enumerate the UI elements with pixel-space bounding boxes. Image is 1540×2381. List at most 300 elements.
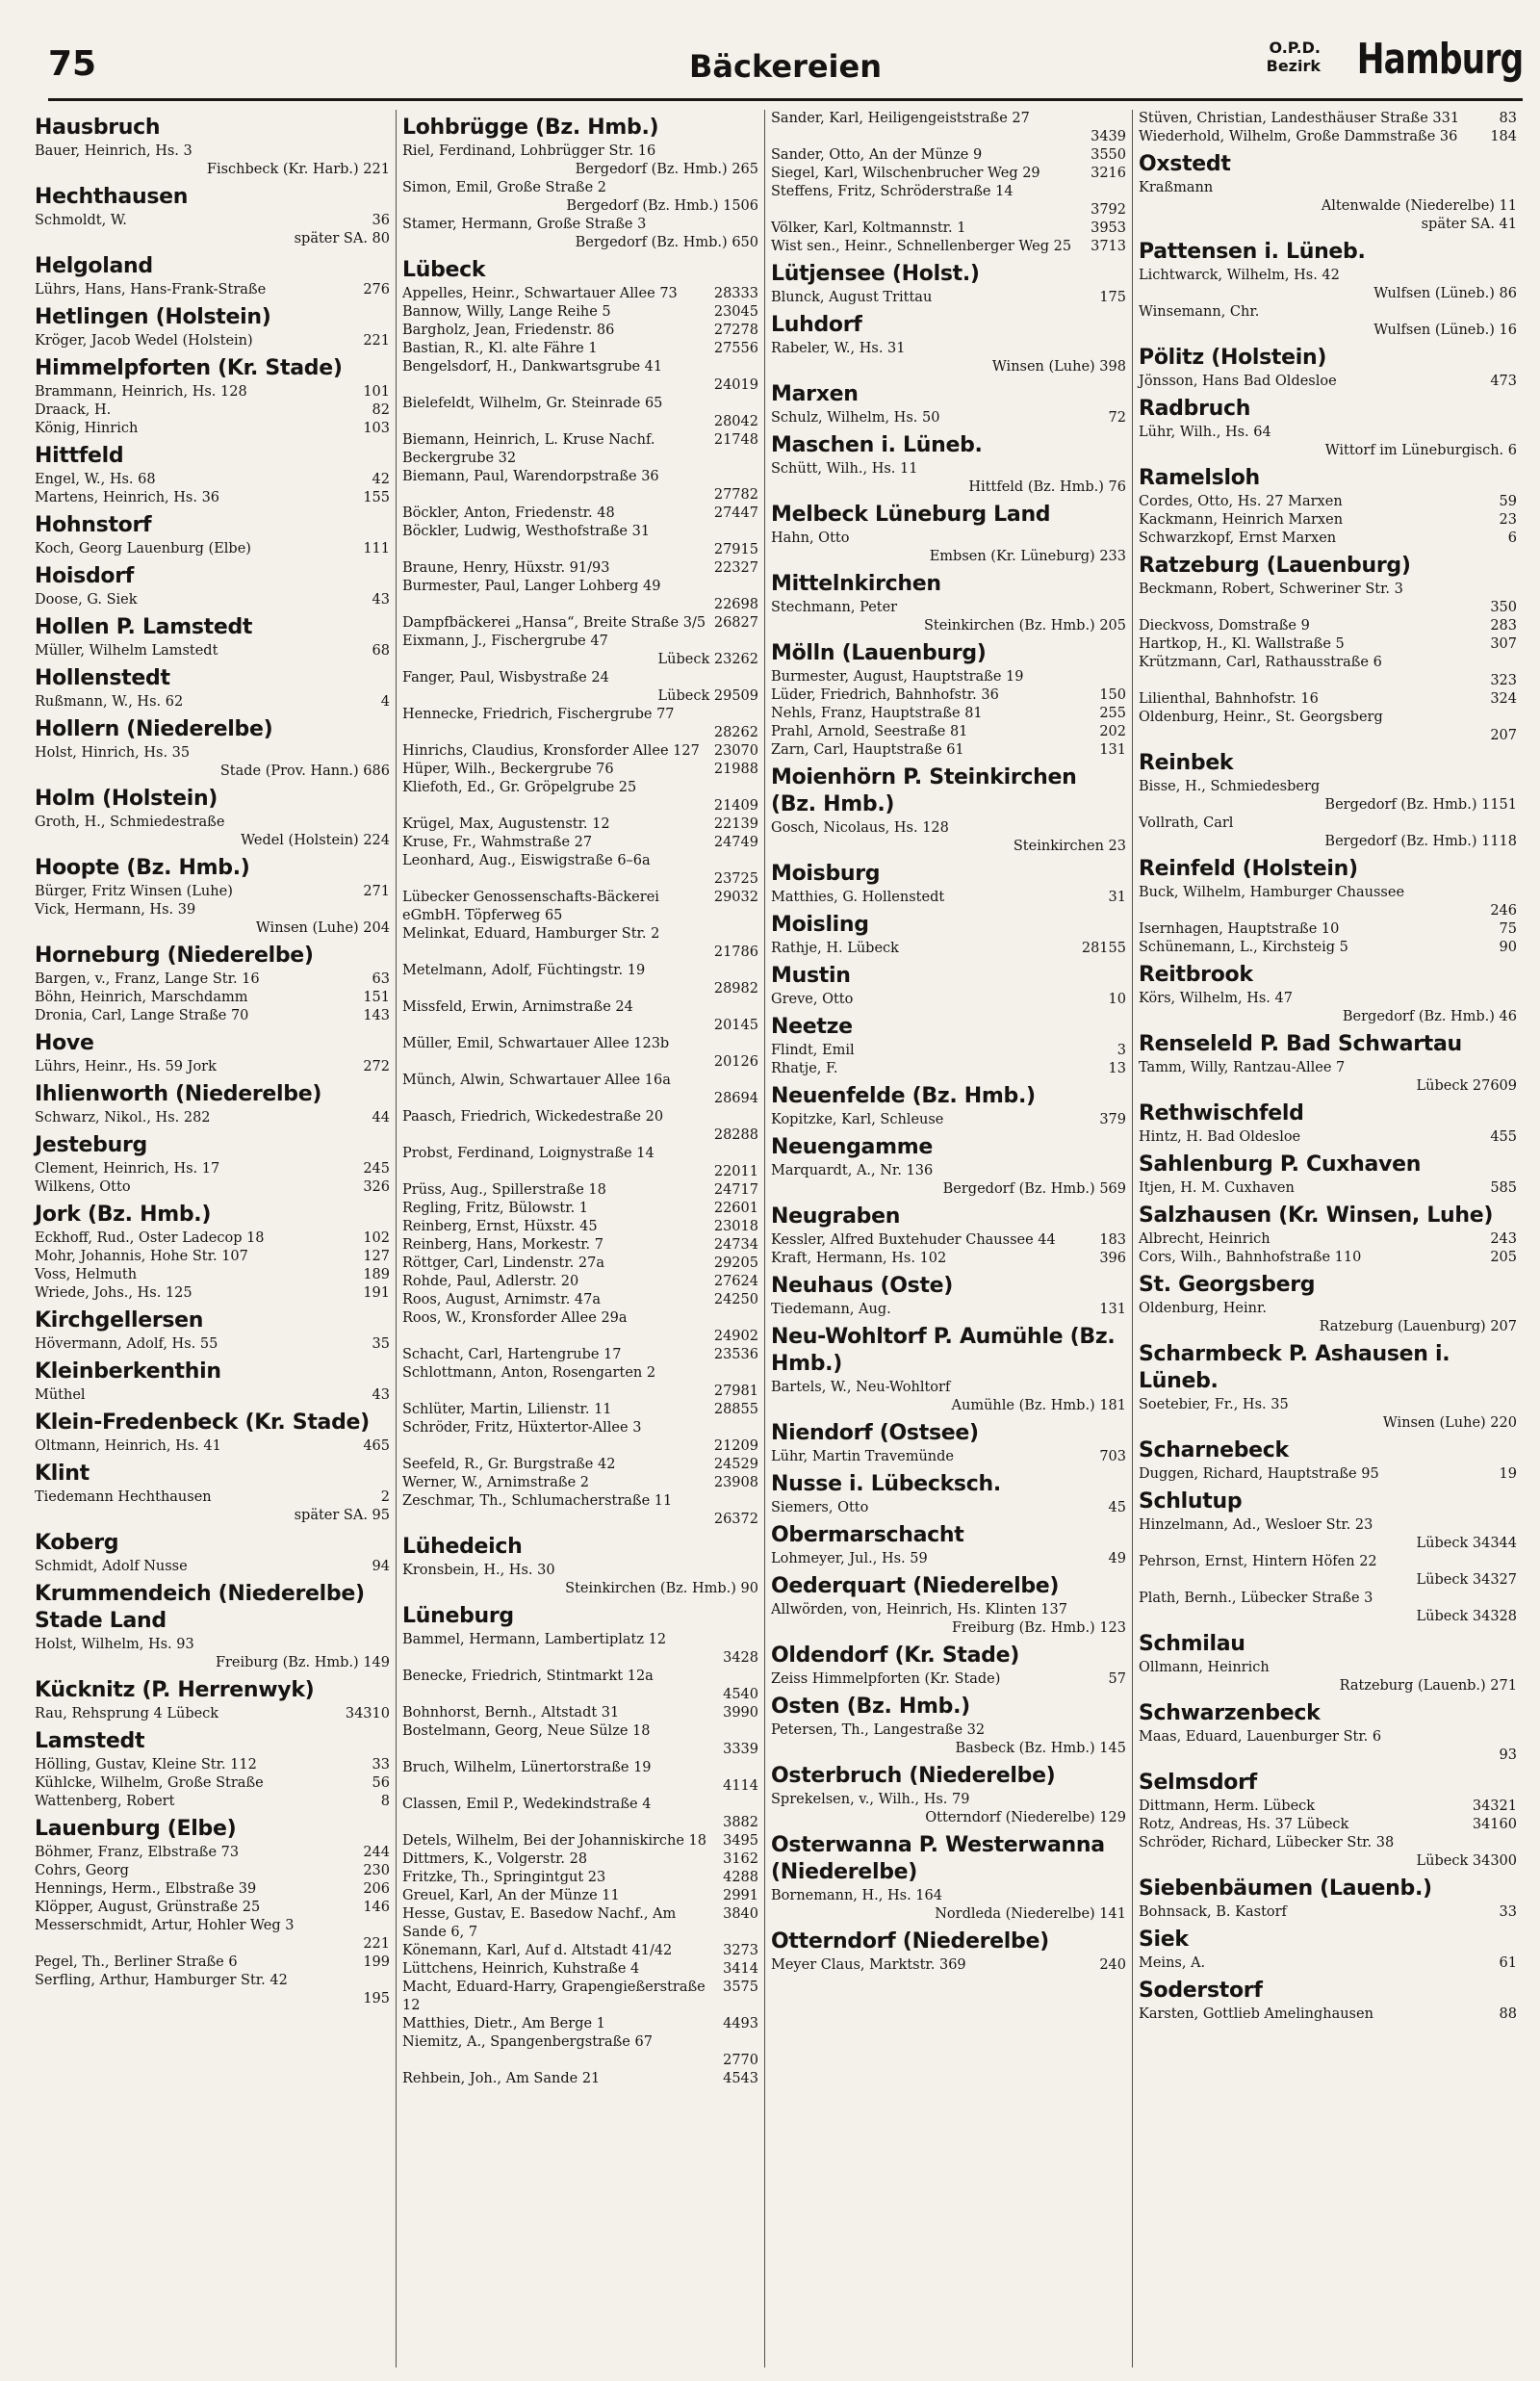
town-heading: Schwarzenbeck — [1139, 1701, 1321, 1725]
listing-name: Schlottmann, Anton, Rosengarten 2 — [402, 1365, 656, 1381]
listing-entry — [402, 1236, 758, 1255]
listing-name: Winsemann, Chr. — [1139, 304, 1260, 320]
town-heading: Ihlienworth (Niederelbe) — [35, 1082, 322, 1106]
town-heading: Moisburg — [771, 862, 881, 886]
listing-name: Körs, Wilhelm, Hs. 47 — [1139, 991, 1293, 1006]
listing-continuation: 3439 — [1091, 129, 1126, 144]
phone-number: 49 — [1108, 1551, 1126, 1566]
listing-entry — [35, 1488, 390, 1507]
listing-continuation: Lübeck 23262 — [657, 652, 758, 667]
listing-entry — [402, 1255, 758, 1273]
listing-name: Macht, Eduard-Harry, Grapengießerstraße 12 — [402, 1980, 706, 2013]
listing-entry — [402, 1704, 758, 1722]
phone-number: 44 — [372, 1110, 390, 1126]
listing-entry — [402, 834, 758, 852]
town-heading: Holm (Holstein) — [35, 787, 218, 811]
listing-continuation: Lübeck 34328 — [1416, 1609, 1517, 1624]
town-heading: Neetze — [771, 1015, 853, 1039]
listing-entry — [35, 1880, 390, 1899]
phone-number: 21988 — [713, 762, 758, 777]
listing-name: Rhatje, F. — [771, 1061, 838, 1076]
listing-continuation: 4114 — [723, 1778, 758, 1794]
phone-number: 24250 — [713, 1292, 758, 1307]
listing-entry — [35, 383, 390, 401]
bezirk-line: Bezirk — [1266, 57, 1321, 75]
listing-name: Dittmann, Herm. Lübeck — [1139, 1799, 1316, 1814]
listing-name: Kühlcke, Wilhelm, Große Straße — [35, 1775, 264, 1791]
listing-entry — [1139, 635, 1517, 654]
listing-continuation: Nordleda (Niederelbe) 141 — [935, 1906, 1126, 1922]
listing-name: Greve, Otto — [771, 992, 854, 1007]
town-heading: Osterbruch (Niederelbe) — [771, 1764, 1056, 1788]
town-heading: Horneburg (Niederelbe) — [35, 944, 314, 968]
listing-name: Sprekelsen, v., Wilh., Hs. 79 — [771, 1792, 970, 1807]
phone-number: 75 — [1499, 921, 1517, 937]
phone-number: 24749 — [713, 835, 758, 850]
listing-name: Benecke, Friedrich, Stintmarkt 12a — [402, 1669, 654, 1684]
phone-number: 3414 — [723, 1961, 758, 1977]
listing-entry — [35, 489, 390, 507]
listing-name: Mohr, Johannis, Hohe Str. 107 — [35, 1249, 248, 1264]
listing-entry — [771, 1162, 1126, 1180]
listing-name: Sander, Otto, An der Münze 9 — [771, 147, 983, 163]
listing-name: Biemann, Paul, Warendorpstraße 36 — [402, 469, 659, 484]
listing-name: Lüder, Friedrich, Bahnhofstr. 36 — [771, 687, 999, 703]
phone-number: 29032 — [713, 890, 758, 905]
listing-continuation: Freiburg (Bz. Hmb.) 149 — [215, 1655, 390, 1670]
phone-number: 3273 — [723, 1943, 758, 1958]
listing-name: Schütt, Wilh., Hs. 11 — [771, 461, 918, 477]
listing-entry — [35, 1109, 390, 1127]
town-heading: Hechthausen — [35, 185, 189, 209]
listing-continuation: Winsen (Luhe) 220 — [1382, 1415, 1517, 1431]
phone-number: 35 — [372, 1336, 390, 1352]
listing-continuation: Altenwalde (Niederelbe) 11 — [1321, 198, 1517, 214]
phone-number: 33 — [372, 1757, 390, 1773]
listing-entry — [771, 183, 1126, 201]
listing-entry — [771, 1448, 1126, 1466]
listing-entry — [35, 1636, 390, 1654]
phone-number: 3495 — [723, 1833, 758, 1849]
listing-entry — [402, 633, 758, 651]
listing-continuation: Bergedorf (Bz. Hmb.) 569 — [942, 1181, 1126, 1197]
listing-name: Biemann, Heinrich, L. Kruse Nachf. Beckergrube 32 — [402, 432, 655, 466]
phone-number: 3575 — [723, 1980, 758, 1995]
listing-name: Vollrath, Carl — [1139, 815, 1234, 831]
listing-entry — [402, 1474, 758, 1492]
phone-number: 143 — [363, 1008, 390, 1023]
listing-name: Hartkop, H., Kl. Wallstraße 5 — [1139, 636, 1345, 652]
phone-number: 283 — [1490, 618, 1517, 634]
phone-number: 28855 — [713, 1402, 758, 1417]
phone-number: 82 — [372, 402, 390, 418]
phone-number: 255 — [1099, 706, 1126, 721]
listing-continuation: 3428 — [723, 1650, 758, 1666]
listing-entry — [402, 1869, 758, 1887]
listing-continuation: später SA. 80 — [294, 231, 390, 246]
directory-columns — [29, 110, 1523, 2368]
town-heading: Oederquart (Niederelbe) — [771, 1574, 1060, 1598]
phone-number: 3216 — [1091, 166, 1126, 181]
listing-entry — [1139, 1728, 1517, 1747]
listing-entry — [402, 852, 758, 870]
phone-number: 585 — [1490, 1180, 1517, 1196]
listing-entry — [35, 142, 390, 161]
town-heading: Ratzeburg (Lauenburg) — [1139, 554, 1411, 578]
listing-entry — [1139, 581, 1517, 599]
phone-number: 33 — [1499, 1904, 1517, 1920]
listing-entry — [771, 1670, 1126, 1689]
phone-number: 23908 — [713, 1475, 758, 1490]
town-heading: Kirchgellersen — [35, 1308, 204, 1333]
listing-continuation: Wulfsen (Lüneb.) 86 — [1373, 286, 1517, 301]
listing-entry — [402, 1979, 758, 2015]
listing-entry — [771, 1887, 1126, 1905]
phone-number: 23 — [1499, 512, 1517, 528]
listing-continuation: Otterndorf (Niederelbe) 129 — [925, 1810, 1126, 1825]
listing-entry — [771, 165, 1126, 183]
listing-name: Vick, Hermann, Hs. 39 — [35, 902, 196, 918]
phone-number: 455 — [1490, 1129, 1517, 1145]
listing-entry — [1139, 1590, 1517, 1608]
phone-number: 191 — [363, 1285, 390, 1301]
listing-name: Holst, Wilhelm, Hs. 93 — [35, 1637, 194, 1652]
listing-entry — [1139, 884, 1517, 902]
listing-name: Krützmann, Carl, Rathausstraße 6 — [1139, 655, 1382, 670]
listing-entry — [1139, 690, 1517, 709]
town-heading: Hetlingen (Holstein) — [35, 305, 271, 329]
listing-entry — [402, 962, 758, 980]
listing-name: Rußmann, W., Hs. 62 — [35, 694, 184, 710]
listing-name: Müller, Emil, Schwartauer Allee 123b — [402, 1036, 670, 1051]
listing-entry — [1139, 709, 1517, 727]
listing-name: Fanger, Paul, Wisbystraße 24 — [402, 670, 609, 686]
listing-name: Detels, Wilhelm, Bei der Johanniskirche 18 — [402, 1833, 706, 1849]
listing-entry — [402, 889, 758, 925]
listing-name: Könemann, Karl, Auf d. Altstadt 41/42 — [402, 1943, 673, 1958]
phone-number: 326 — [363, 1179, 390, 1195]
listing-name: Schünemann, L., Kirchsteig 5 — [1139, 940, 1348, 955]
listing-name: Kliefoth, Ed., Gr. Gröpelgrube 25 — [402, 780, 637, 795]
listing-entry — [402, 1796, 758, 1814]
town-heading: Sahlenburg P. Cuxhaven — [1139, 1152, 1422, 1177]
phone-number: 111 — [363, 541, 390, 556]
listing-entry — [1139, 654, 1517, 672]
listing-entry — [771, 1111, 1126, 1129]
listing-entry — [402, 179, 758, 197]
town-heading: Otterndorf (Niederelbe) — [771, 1929, 1049, 1954]
listing-entry — [402, 1492, 758, 1511]
listing-entry — [35, 1160, 390, 1178]
listing-entry — [771, 289, 1126, 307]
phone-number: 36 — [372, 213, 390, 228]
listing-name: Steffens, Fritz, Schröderstraße 14 — [771, 184, 1014, 199]
phone-number: 21748 — [713, 432, 758, 448]
phone-number: 56 — [372, 1775, 390, 1791]
listing-name: Hintz, H. Bad Oldesloe — [1139, 1129, 1301, 1145]
listing-entry — [35, 1058, 390, 1076]
town-heading: Renseleld P. Bad Schwartau — [1139, 1032, 1462, 1056]
town-heading: Schlutup — [1139, 1489, 1243, 1514]
listing-entry — [35, 1917, 390, 1935]
listing-entry — [771, 1042, 1126, 1060]
listing-name: Siemers, Otto — [771, 1500, 869, 1515]
listing-entry — [1139, 1179, 1517, 1198]
listing-name: Wattenberg, Robert — [35, 1794, 175, 1809]
listing-entry — [35, 1284, 390, 1303]
listing-continuation: Freiburg (Bz. Hmb.) 123 — [951, 1620, 1126, 1636]
phone-number: 240 — [1099, 1957, 1126, 1973]
listing-name: Petersen, Th., Langestraße 32 — [771, 1722, 986, 1738]
listing-name: Müller, Wilhelm Lamstedt — [35, 643, 218, 659]
listing-continuation: 22011 — [713, 1164, 758, 1179]
column-4 — [1132, 110, 1523, 2368]
phone-number: 101 — [363, 384, 390, 400]
listing-name: Bauer, Heinrich, Hs. 3 — [35, 143, 192, 159]
town-heading: Schmilau — [1139, 1632, 1245, 1656]
phone-number: 155 — [363, 490, 390, 505]
listing-continuation: 27782 — [713, 487, 758, 503]
listing-continuation: 24902 — [713, 1329, 758, 1344]
listing-name: Roos, W., Kronsforder Allee 29a — [402, 1310, 628, 1326]
opd-label — [1267, 39, 1321, 75]
listing-name: Itjen, H. M. Cuxhaven — [1139, 1180, 1295, 1196]
listing-name: Schröder, Richard, Lübecker Str. 38 — [1139, 1835, 1395, 1850]
listing-entry — [771, 110, 1126, 128]
phone-number: 22601 — [713, 1201, 758, 1216]
phone-number: 473 — [1490, 374, 1517, 389]
listing-entry — [402, 523, 758, 541]
listing-name: Soetebier, Fr., Hs. 35 — [1139, 1397, 1289, 1412]
listing-entry — [771, 668, 1126, 686]
listing-entry — [402, 395, 758, 413]
phone-number: 3990 — [723, 1705, 758, 1721]
listing-entry — [402, 431, 758, 468]
town-heading: Krummendeich (Niederelbe) Stade Land — [35, 1582, 365, 1633]
listing-name: Matthies, Dietr., Am Berge 1 — [402, 2016, 605, 2032]
listing-name: Tiedemann, Aug. — [771, 1302, 891, 1317]
page-header — [48, 35, 1523, 101]
listing-name: Dieckvoss, Domstraße 9 — [1139, 618, 1310, 634]
listing-name: Lühr, Wilh., Hs. 64 — [1139, 425, 1271, 440]
listing-entry — [402, 303, 758, 322]
listing-continuation: 28288 — [713, 1127, 758, 1143]
listing-entry — [35, 1954, 390, 1972]
phone-number: 379 — [1099, 1112, 1126, 1127]
listing-continuation: 207 — [1490, 728, 1517, 743]
phone-number: 27278 — [713, 323, 758, 338]
listing-continuation: 20145 — [713, 1018, 758, 1033]
listing-entry — [771, 1499, 1126, 1517]
listing-entry — [402, 1668, 758, 1686]
listing-entry — [35, 401, 390, 420]
listing-entry — [35, 1248, 390, 1266]
listing-entry — [402, 1722, 758, 1741]
phone-number: 24734 — [713, 1237, 758, 1253]
listing-entry — [1139, 1516, 1517, 1535]
listing-name: Cohrs, Georg — [35, 1863, 129, 1878]
listing-entry — [771, 340, 1126, 358]
phone-number: 3953 — [1091, 220, 1126, 236]
listing-name: Oltmann, Heinrich, Hs. 41 — [35, 1438, 221, 1454]
town-heading: Ramelsloh — [1139, 466, 1260, 490]
town-heading: Hausbruch — [35, 116, 161, 140]
listing-continuation: 27981 — [713, 1384, 758, 1399]
listing-entry — [35, 1437, 390, 1456]
listing-entry — [1139, 493, 1517, 511]
phone-number: 94 — [372, 1559, 390, 1574]
listing-name: Lichtwarck, Wilhelm, Hs. 42 — [1139, 268, 1340, 283]
phone-number: 3162 — [723, 1851, 758, 1867]
listing-continuation: Fischbeck (Kr. Harb.) 221 — [206, 162, 390, 177]
listing-entry — [35, 1793, 390, 1811]
listing-entry — [402, 1562, 758, 1580]
listing-name: Böckler, Ludwig, Westhofstraße 31 — [402, 524, 651, 539]
listing-name: Lüttchens, Heinrich, Kuhstraße 4 — [402, 1961, 640, 1977]
listing-name: Bammel, Hermann, Lambertiplatz 12 — [402, 1632, 667, 1647]
listing-name: Paasch, Friedrich, Wickedestraße 20 — [402, 1109, 664, 1125]
listing-entry — [1139, 530, 1517, 548]
town-heading: Kücknitz (P. Herrenwyk) — [35, 1678, 315, 1702]
listing-entry — [402, 340, 758, 358]
listing-entry — [402, 761, 758, 779]
listing-name: Blunck, August Trittau — [771, 290, 933, 305]
listing-entry — [402, 1273, 758, 1291]
listing-entry — [402, 322, 758, 340]
town-heading: Reitbrook — [1139, 963, 1253, 987]
listing-name: Zeiss Himmelpforten (Kr. Stade) — [771, 1671, 1001, 1687]
listing-continuation: 21409 — [713, 798, 758, 814]
listing-continuation: Steinkirchen (Bz. Hmb.) 90 — [565, 1581, 758, 1596]
listing-entry — [402, 1419, 758, 1437]
listing-entry — [402, 2070, 758, 2088]
listing-name: Braune, Henry, Hüxstr. 91/93 — [402, 560, 610, 576]
listing-name: Hinrichs, Claudius, Kronsforder Allee 127 — [402, 743, 700, 759]
column-3 — [764, 110, 1132, 2368]
listing-entry — [35, 1558, 390, 1576]
phone-number: 24529 — [713, 1457, 758, 1472]
phone-number: 103 — [363, 421, 390, 436]
listing-name: Kraft, Hermann, Hs. 102 — [771, 1251, 947, 1266]
listing-entry — [35, 1007, 390, 1025]
town-heading: Scharmbeck P. Ashausen i. Lüneb. — [1139, 1342, 1450, 1393]
listing-name: Regling, Fritz, Bülowstr. 1 — [402, 1201, 589, 1216]
listing-entry — [1139, 778, 1517, 796]
phone-number: 271 — [363, 884, 390, 899]
listing-entry — [35, 1229, 390, 1248]
listing-name: Albrecht, Heinrich — [1139, 1231, 1270, 1247]
listing-name: Pehrson, Ernst, Hintern Höfen 22 — [1139, 1554, 1377, 1569]
listing-name: Rabeler, W., Hs. 31 — [771, 341, 906, 356]
listing-continuation: Lübeck 29509 — [657, 688, 758, 704]
listing-entry — [402, 779, 758, 797]
town-heading: Neuengamme — [771, 1135, 933, 1159]
listing-name: Allwörden, von, Heinrich, Hs. Klinten 137 — [771, 1602, 1067, 1618]
town-heading: Neuenfelde (Bz. Hmb.) — [771, 1084, 1036, 1108]
listing-entry — [402, 358, 758, 376]
listing-entry — [402, 1291, 758, 1309]
town-heading: Lütjensee (Holst.) — [771, 262, 980, 286]
phone-number: 13 — [1108, 1061, 1126, 1076]
listing-name: Zarn, Carl, Hauptstraße 61 — [771, 742, 964, 758]
listing-name: Engel, W., Hs. 68 — [35, 472, 156, 487]
listing-name: Siegel, Karl, Wilschenbrucher Weg 29 — [771, 166, 1040, 181]
town-heading: Scharnebeck — [1139, 1438, 1289, 1462]
phone-number: 24717 — [713, 1182, 758, 1198]
listing-entry — [771, 460, 1126, 479]
town-heading: Klein-Fredenbeck (Kr. Stade) — [35, 1410, 370, 1435]
listing-name: Schacht, Carl, Hartengrube 17 — [402, 1347, 622, 1362]
town-heading: Jork (Bz. Hmb.) — [35, 1203, 212, 1227]
town-heading: Selmsdorf — [1139, 1771, 1257, 1795]
phone-number: 28333 — [713, 286, 758, 301]
listing-name: Hövermann, Adolf, Hs. 55 — [35, 1336, 218, 1352]
phone-number: 206 — [363, 1881, 390, 1897]
phone-number: 45 — [1108, 1500, 1126, 1515]
phone-number: 244 — [363, 1845, 390, 1860]
listing-entry — [771, 1721, 1126, 1740]
listing-name: Isernhagen, Hauptstraße 10 — [1139, 921, 1340, 937]
town-heading: Helgoland — [35, 254, 153, 278]
listing-name: Bielefeldt, Wilhelm, Gr. Steinrade 65 — [402, 396, 663, 411]
listing-entry — [771, 1301, 1126, 1319]
page-number: 75 — [48, 44, 97, 84]
listing-entry — [35, 883, 390, 901]
phone-number: 29205 — [713, 1255, 758, 1271]
listing-continuation: 3792 — [1091, 202, 1126, 218]
listing-name: Wist sen., Heinr., Schnellenberger Weg 25 — [771, 239, 1072, 254]
phone-number: 68 — [372, 643, 390, 659]
listing-name: Dronia, Carl, Lange Straße 70 — [35, 1008, 249, 1023]
listing-name: Koch, Georg Lauenburg (Elbe) — [35, 541, 251, 556]
listing-name: Kronsbein, H., Hs. 30 — [402, 1563, 555, 1578]
town-heading: Pölitz (Holstein) — [1139, 346, 1327, 370]
listing-entry — [771, 819, 1126, 838]
listing-entry — [1139, 1396, 1517, 1414]
listing-name: Rehbein, Joh., Am Sande 21 — [402, 2071, 601, 2086]
listing-name: Bornemann, H., Hs. 164 — [771, 1888, 942, 1903]
listing-name: Prahl, Arnold, Seestraße 81 — [771, 724, 968, 739]
phone-number: 183 — [1099, 1232, 1126, 1248]
listing-name: Messerschmidt, Artur, Hohler Weg 3 — [35, 1918, 295, 1933]
listing-entry — [402, 1850, 758, 1869]
town-heading: Mustin — [771, 964, 851, 988]
listing-name: Hennecke, Friedrich, Fischergrube 77 — [402, 707, 675, 722]
listing-entry — [402, 1905, 758, 1942]
listing-entry — [1139, 267, 1517, 285]
listing-entry — [402, 1456, 758, 1474]
listing-entry — [771, 1231, 1126, 1250]
town-heading: Hollern (Niederelbe) — [35, 717, 273, 741]
listing-continuation: Bergedorf (Bz. Hmb.) 1151 — [1324, 797, 1517, 813]
listing-entry — [402, 1960, 758, 1979]
listing-name: Schlüter, Martin, Lilienstr. 11 — [402, 1402, 612, 1417]
phone-number: 34310 — [345, 1706, 390, 1721]
listing-name: Hinzelmann, Ad., Wesloer Str. 23 — [1139, 1517, 1373, 1533]
listing-entry — [1139, 1903, 1517, 1922]
listing-entry — [35, 693, 390, 712]
listing-continuation: 28262 — [713, 725, 758, 740]
listing-name: Pegel, Th., Berliner Straße 6 — [35, 1954, 238, 1970]
listing-name: Wriede, Johs., Hs. 125 — [35, 1285, 192, 1301]
listing-name: Classen, Emil P., Wedekindstraße 4 — [402, 1797, 652, 1812]
phone-number: 205 — [1490, 1250, 1517, 1265]
listing-continuation: Wittorf im Lüneburgisch. 6 — [1324, 443, 1517, 458]
listing-entry — [35, 1844, 390, 1862]
listing-entry — [1139, 1816, 1517, 1834]
listing-name: Bürger, Fritz Winsen (Luhe) — [35, 884, 233, 899]
listing-name: Stamer, Hermann, Große Straße 3 — [402, 217, 647, 232]
